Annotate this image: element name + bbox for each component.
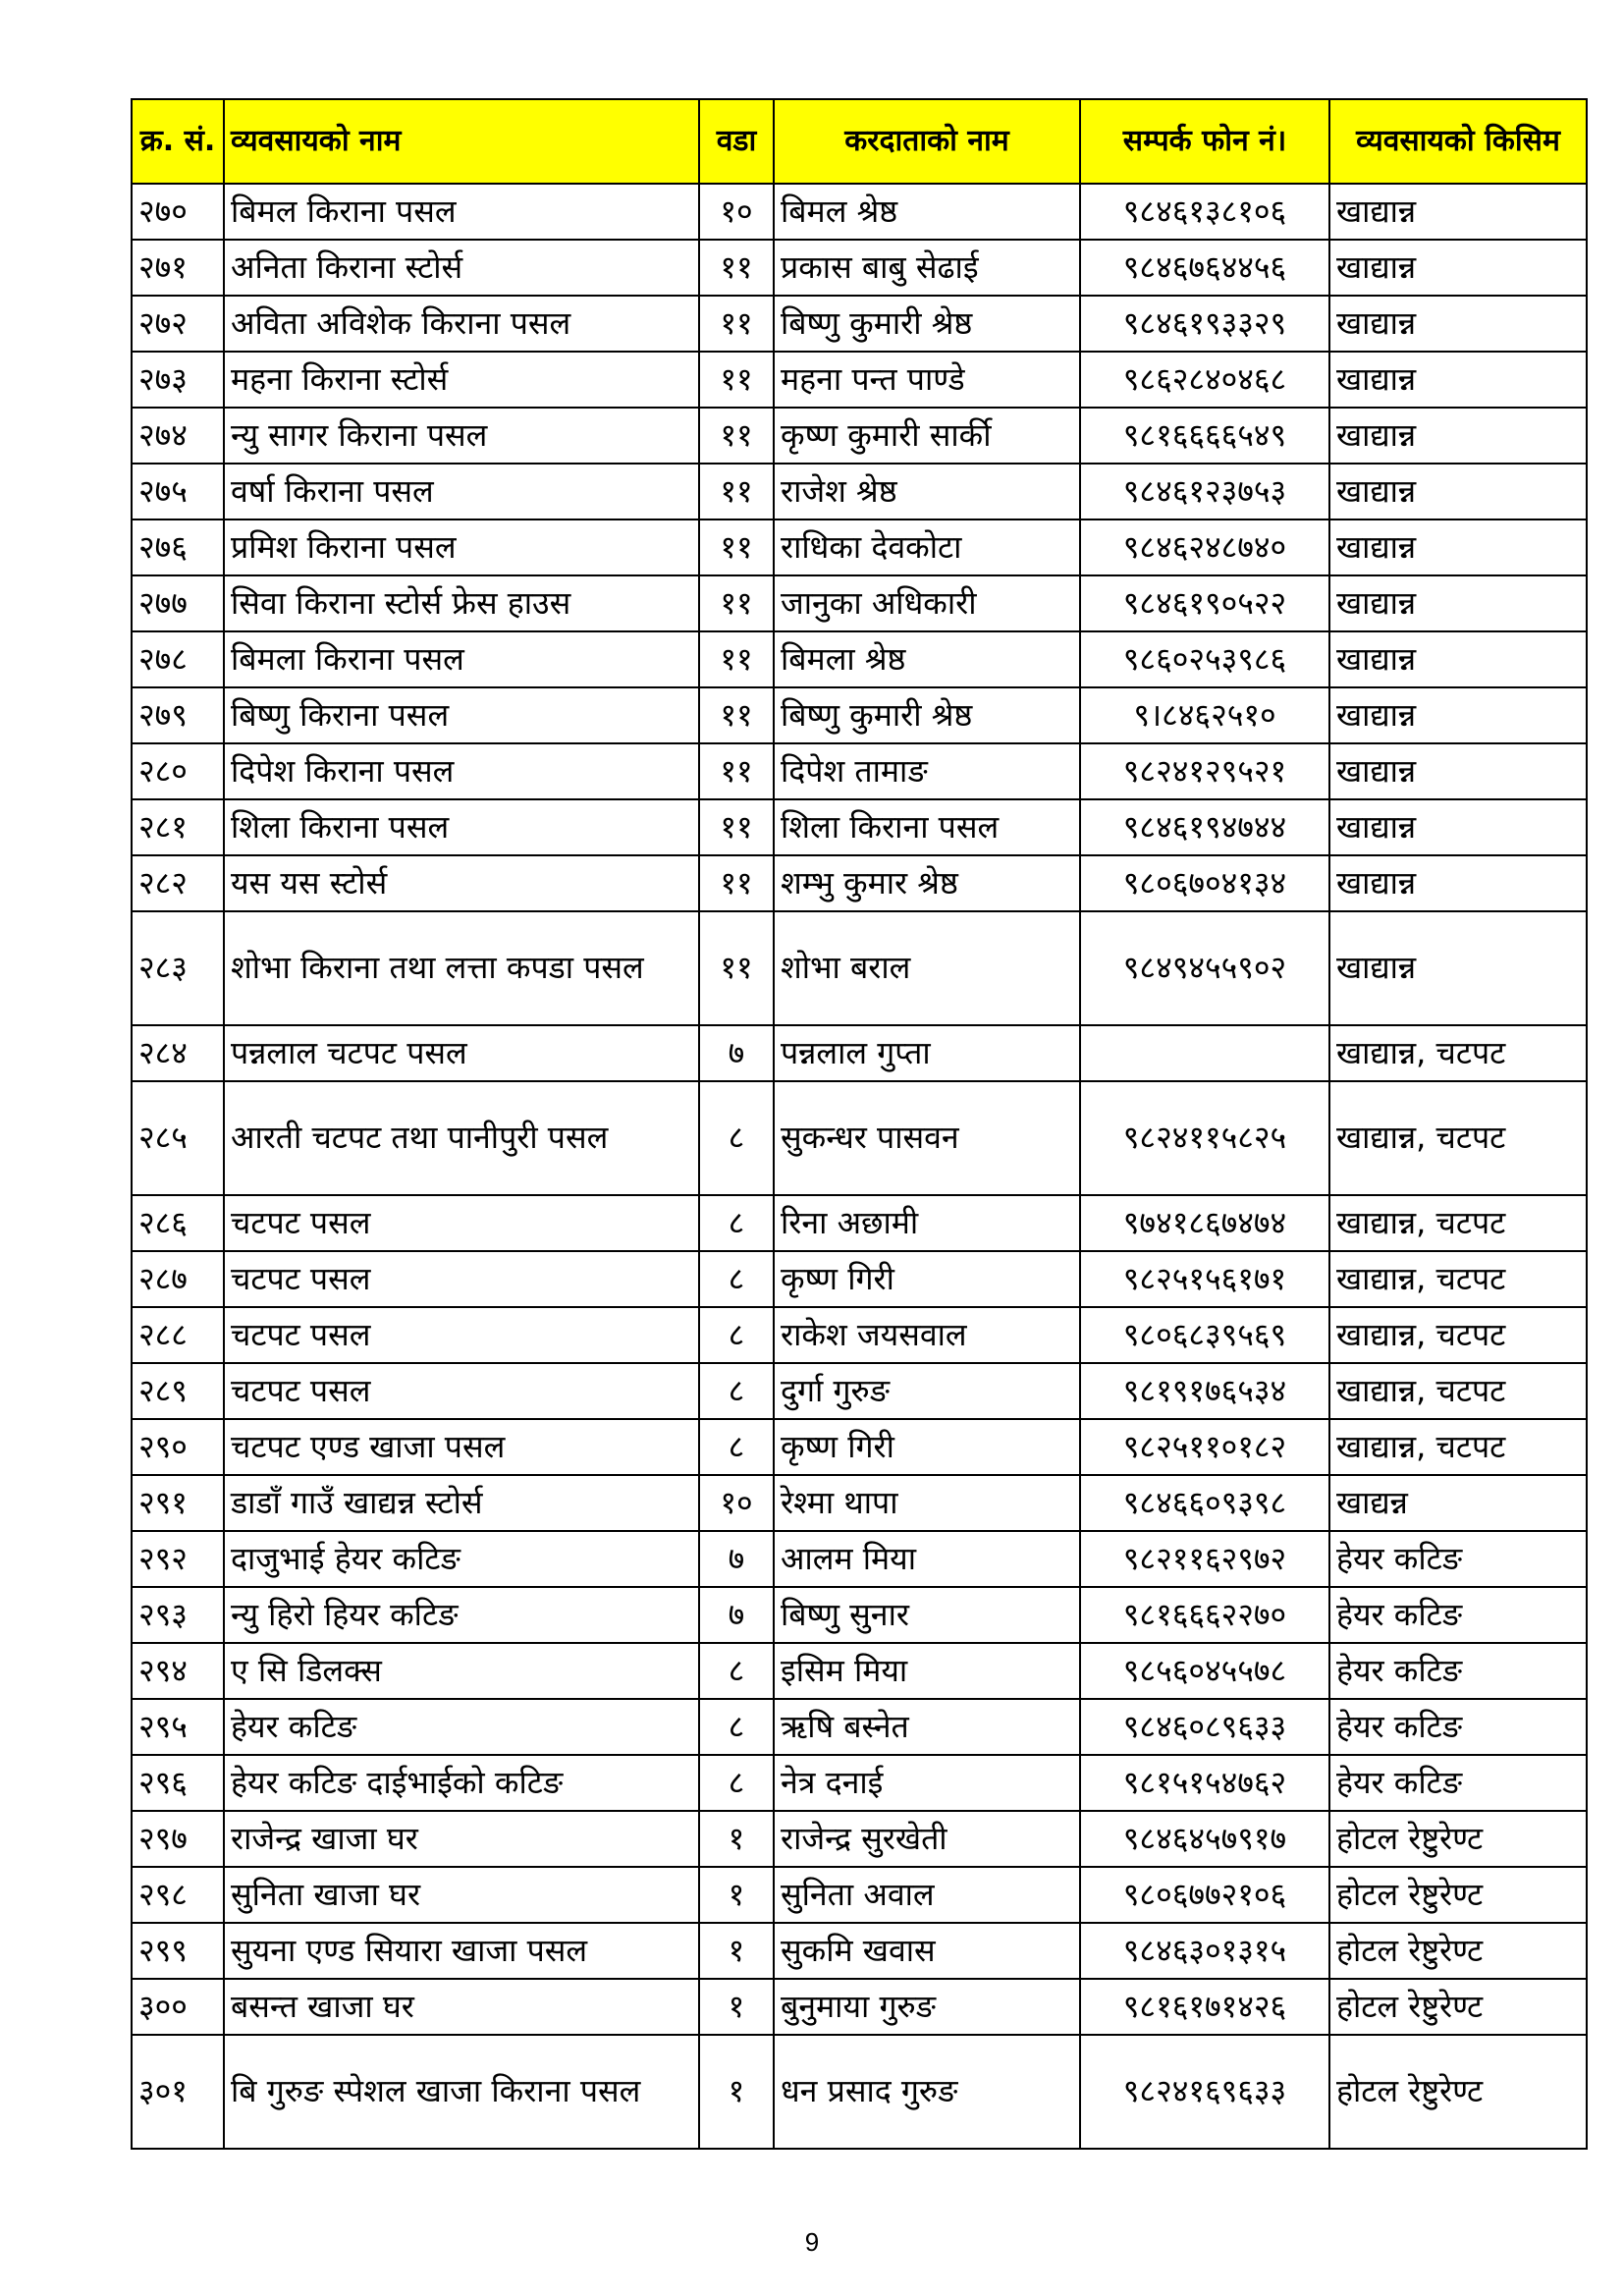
cell-contact-phone: ९।८४६२५१० [1080, 687, 1329, 743]
cell-ward: ८ [699, 1643, 774, 1699]
cell-business-name: बिमल किराना पसल [224, 184, 699, 240]
cell-serial-number: २९८ [132, 1867, 224, 1923]
cell-taxpayer-name: राधिका देवकोटा [774, 519, 1080, 575]
cell-taxpayer-name: ऋषि बस्नेत [774, 1699, 1080, 1755]
cell-business-type: हेयर कटिङ [1329, 1643, 1587, 1699]
cell-business-type: खाद्यान्न [1329, 911, 1587, 1025]
cell-business-name: बिष्णु किराना पसल [224, 687, 699, 743]
cell-business-type: खाद्यान्न [1329, 184, 1587, 240]
table-row [132, 464, 1587, 519]
business-register-table [131, 98, 1588, 2150]
cell-serial-number: २८७ [132, 1251, 224, 1307]
cell-taxpayer-name: बिष्णु सुनार [774, 1587, 1080, 1643]
cell-taxpayer-name: दुर्गा गुरुङ [774, 1363, 1080, 1419]
table-row [132, 1979, 1587, 2035]
cell-contact-phone: ९८४६३०१३१५ [1080, 1923, 1329, 1979]
cell-business-type: खाद्यान्न [1329, 240, 1587, 296]
cell-business-name: आरती चटपट तथा पानीपुरी पसल [224, 1081, 699, 1195]
cell-contact-phone: ९८१६६६६५४९ [1080, 408, 1329, 464]
cell-taxpayer-name: नेत्र दनाई [774, 1755, 1080, 1811]
table-row [132, 352, 1587, 408]
cell-contact-phone: ९८४६१९०५२२ [1080, 575, 1329, 631]
cell-contact-phone: ९८२५१५६१७१ [1080, 1251, 1329, 1307]
cell-ward: ११ [699, 631, 774, 687]
cell-serial-number: २९६ [132, 1755, 224, 1811]
cell-ward: ११ [699, 687, 774, 743]
cell-serial-number: २७९ [132, 687, 224, 743]
cell-ward: ८ [699, 1081, 774, 1195]
cell-ward: ८ [699, 1195, 774, 1251]
cell-business-type: खाद्यान्न [1329, 352, 1587, 408]
cell-business-name: चटपट पसल [224, 1251, 699, 1307]
cell-business-type: हेयर कटिङ [1329, 1699, 1587, 1755]
cell-business-type: खाद्यान्न, चटपट [1329, 1419, 1587, 1475]
cell-taxpayer-name: सुकन्धर पासवन [774, 1081, 1080, 1195]
cell-business-name: राजेन्द्र खाजा घर [224, 1811, 699, 1867]
table-row [132, 1195, 1587, 1251]
cell-ward: ११ [699, 799, 774, 855]
cell-taxpayer-name: कृष्ण गिरी [774, 1251, 1080, 1307]
cell-taxpayer-name: प्रकास बाबु सेढाई [774, 240, 1080, 296]
cell-serial-number: २७७ [132, 575, 224, 631]
cell-ward: ११ [699, 408, 774, 464]
cell-ward: ११ [699, 743, 774, 799]
cell-taxpayer-name: रिना अछामी [774, 1195, 1080, 1251]
cell-ward: ७ [699, 1531, 774, 1587]
cell-contact-phone: ९८२४१६९६३३ [1080, 2035, 1329, 2149]
cell-ward: ११ [699, 352, 774, 408]
cell-taxpayer-name: रेश्मा थापा [774, 1475, 1080, 1531]
cell-ward: १० [699, 1475, 774, 1531]
cell-ward: ११ [699, 519, 774, 575]
table-row [132, 1755, 1587, 1811]
cell-taxpayer-name: बुनुमाया गुरुङ [774, 1979, 1080, 2035]
cell-serial-number: २७० [132, 184, 224, 240]
cell-contact-phone: ९८४६१९३३२९ [1080, 296, 1329, 352]
table-row [132, 1699, 1587, 1755]
table-row [132, 519, 1587, 575]
cell-business-type: खाद्यान्न [1329, 855, 1587, 911]
cell-business-name: शोभा किराना तथा लत्ता कपडा पसल [224, 911, 699, 1025]
cell-business-type: खाद्यान्न [1329, 408, 1587, 464]
cell-contact-phone: ९८४९४५५९०२ [1080, 911, 1329, 1025]
cell-serial-number: २७६ [132, 519, 224, 575]
cell-contact-phone: ९८२४१२९५२१ [1080, 743, 1329, 799]
cell-serial-number: २९५ [132, 1699, 224, 1755]
cell-taxpayer-name: शिला किराना पसल [774, 799, 1080, 855]
cell-contact-phone: ९८६०२५३९८६ [1080, 631, 1329, 687]
table-body [132, 184, 1587, 2149]
cell-contact-phone: ९८६२८४०४६८ [1080, 352, 1329, 408]
table-row [132, 687, 1587, 743]
cell-serial-number: २७८ [132, 631, 224, 687]
table-row [132, 1867, 1587, 1923]
cell-business-name: दाजुभाई हेयर कटिङ [224, 1531, 699, 1587]
table-row [132, 911, 1587, 1025]
cell-business-name: चटपट पसल [224, 1195, 699, 1251]
cell-taxpayer-name: दिपेश तामाङ [774, 743, 1080, 799]
cell-business-type: खाद्यान्न, चटपट [1329, 1025, 1587, 1081]
header-serial-number: क्र. सं. [132, 99, 224, 184]
cell-ward: १ [699, 1811, 774, 1867]
cell-contact-phone: ९८४६६०९३९८ [1080, 1475, 1329, 1531]
cell-serial-number: २८४ [132, 1025, 224, 1081]
cell-serial-number: २८६ [132, 1195, 224, 1251]
cell-contact-phone: ९८१९१७६५३४ [1080, 1363, 1329, 1419]
cell-ward: ८ [699, 1363, 774, 1419]
cell-ward: ११ [699, 575, 774, 631]
cell-business-name: सुनिता खाजा घर [224, 1867, 699, 1923]
cell-business-type: खाद्यान्न, चटपट [1329, 1081, 1587, 1195]
header-taxpayer-name: करदाताको नाम [774, 99, 1080, 184]
cell-business-type: खाद्यान्न [1329, 464, 1587, 519]
cell-business-name: न्यु सागर किराना पसल [224, 408, 699, 464]
cell-business-type: खाद्यान्न [1329, 519, 1587, 575]
cell-business-name: सुयना एण्ड सियारा खाजा पसल [224, 1923, 699, 1979]
cell-taxpayer-name: शोभा बराल [774, 911, 1080, 1025]
header-business-type: व्यवसायको किसिम [1329, 99, 1587, 184]
cell-business-name: चटपट पसल [224, 1363, 699, 1419]
table-row [132, 855, 1587, 911]
cell-ward: १ [699, 2035, 774, 2149]
cell-contact-phone: ९८१६६६२२७० [1080, 1587, 1329, 1643]
cell-taxpayer-name: बिष्णु कुमारी श्रेष्ठ [774, 296, 1080, 352]
cell-taxpayer-name: कृष्ण कुमारी सार्की [774, 408, 1080, 464]
cell-serial-number: २९० [132, 1419, 224, 1475]
cell-business-type: होटल रेष्टुरेण्ट [1329, 2035, 1587, 2149]
cell-serial-number: २७२ [132, 296, 224, 352]
cell-taxpayer-name: शम्भु कुमार श्रेष्ठ [774, 855, 1080, 911]
table-row [132, 240, 1587, 296]
cell-business-name: अविता अविशेक किराना पसल [224, 296, 699, 352]
cell-serial-number: २९१ [132, 1475, 224, 1531]
table-row [132, 1811, 1587, 1867]
table-row [132, 1363, 1587, 1419]
cell-serial-number: २८१ [132, 799, 224, 855]
cell-taxpayer-name: सुनिता अवाल [774, 1867, 1080, 1923]
cell-serial-number: २९२ [132, 1531, 224, 1587]
cell-contact-phone: ९८०६८३९५६९ [1080, 1307, 1329, 1363]
table-row [132, 1081, 1587, 1195]
cell-ward: ८ [699, 1755, 774, 1811]
cell-business-name: यस यस स्टोर्स [224, 855, 699, 911]
cell-contact-phone: ९८४६२४८७४० [1080, 519, 1329, 575]
cell-business-type: खाद्यन्न [1329, 1475, 1587, 1531]
cell-business-type: होटल रेष्टुरेण्ट [1329, 1979, 1587, 2035]
cell-business-name: हेयर कटिङ [224, 1699, 699, 1755]
table-row [132, 1419, 1587, 1475]
cell-ward: ७ [699, 1025, 774, 1081]
cell-taxpayer-name: धन प्रसाद गुरुङ [774, 2035, 1080, 2149]
table-row [132, 408, 1587, 464]
table-row [132, 575, 1587, 631]
table-row [132, 184, 1587, 240]
cell-business-name: शिला किराना पसल [224, 799, 699, 855]
cell-contact-phone: ९८४६०८९६३३ [1080, 1699, 1329, 1755]
cell-taxpayer-name: राजेश श्रेष्ठ [774, 464, 1080, 519]
cell-business-type: खाद्यान्न [1329, 743, 1587, 799]
header-business-name: व्यवसायको नाम [224, 99, 699, 184]
table-row [132, 1307, 1587, 1363]
cell-contact-phone: ९८२११६२९७२ [1080, 1531, 1329, 1587]
cell-business-type: खाद्यान्न, चटपट [1329, 1307, 1587, 1363]
cell-contact-phone: ९८२५११०१८२ [1080, 1419, 1329, 1475]
table-row [132, 1923, 1587, 1979]
cell-contact-phone: ९८१६१७१४२६ [1080, 1979, 1329, 2035]
cell-contact-phone: ९८४६७६४४५६ [1080, 240, 1329, 296]
cell-serial-number: २९९ [132, 1923, 224, 1979]
table-row [132, 1475, 1587, 1531]
cell-business-name: ए सि डिलक्स [224, 1643, 699, 1699]
table-header-row [132, 99, 1587, 184]
cell-taxpayer-name: बिमल श्रेष्ठ [774, 184, 1080, 240]
table-row [132, 1643, 1587, 1699]
cell-taxpayer-name: राकेश जयसवाल [774, 1307, 1080, 1363]
cell-business-type: खाद्यान्न [1329, 687, 1587, 743]
cell-business-type: खाद्यान्न [1329, 799, 1587, 855]
table-row [132, 296, 1587, 352]
table-row [132, 1025, 1587, 1081]
cell-ward: ८ [699, 1699, 774, 1755]
cell-business-name: पन्नलाल चटपट पसल [224, 1025, 699, 1081]
cell-ward: १ [699, 1923, 774, 1979]
cell-business-name: महना किराना स्टोर्स [224, 352, 699, 408]
cell-business-name: बिमला किराना पसल [224, 631, 699, 687]
cell-business-name: दिपेश किराना पसल [224, 743, 699, 799]
cell-business-type: खाद्यान्न [1329, 631, 1587, 687]
cell-ward: ८ [699, 1251, 774, 1307]
cell-taxpayer-name: सुकमि खवास [774, 1923, 1080, 1979]
cell-taxpayer-name: बिष्णु कुमारी श्रेष्ठ [774, 687, 1080, 743]
cell-serial-number: २८५ [132, 1081, 224, 1195]
cell-business-type: हेयर कटिङ [1329, 1755, 1587, 1811]
cell-business-type: होटल रेष्टुरेण्ट [1329, 1923, 1587, 1979]
cell-serial-number: २९४ [132, 1643, 224, 1699]
table-row [132, 631, 1587, 687]
cell-business-name: डाडाँ गाउँ खाद्यन्न स्टोर्स [224, 1475, 699, 1531]
cell-business-name: हेयर कटिङ दाईभाईको कटिङ [224, 1755, 699, 1811]
cell-contact-phone: ९८४६१९४७४४ [1080, 799, 1329, 855]
cell-business-name: वर्षा किराना पसल [224, 464, 699, 519]
cell-contact-phone: ९८४६४५७९१७ [1080, 1811, 1329, 1867]
cell-business-name: अनिता किराना स्टोर्स [224, 240, 699, 296]
cell-taxpayer-name: आलम मिया [774, 1531, 1080, 1587]
cell-serial-number: ३०० [132, 1979, 224, 2035]
table-row [132, 2035, 1587, 2149]
cell-contact-phone: ९७४१८६७४७४ [1080, 1195, 1329, 1251]
cell-serial-number: २८८ [132, 1307, 224, 1363]
cell-ward: ७ [699, 1587, 774, 1643]
cell-ward: ११ [699, 911, 774, 1025]
cell-contact-phone: ९८०६७०४१३४ [1080, 855, 1329, 911]
cell-serial-number: २९३ [132, 1587, 224, 1643]
cell-business-name: प्रमिश किराना पसल [224, 519, 699, 575]
cell-business-type: खाद्यान्न, चटपट [1329, 1251, 1587, 1307]
cell-business-type: हेयर कटिङ [1329, 1531, 1587, 1587]
cell-taxpayer-name: महना पन्त पाण्डे [774, 352, 1080, 408]
cell-contact-phone: ९८१५१५४७६२ [1080, 1755, 1329, 1811]
cell-business-type: खाद्यान्न, चटपट [1329, 1363, 1587, 1419]
cell-taxpayer-name: बिमला श्रेष्ठ [774, 631, 1080, 687]
cell-business-name: न्यु हिरो हियर कटिङ [224, 1587, 699, 1643]
cell-contact-phone: ९८५६०४५५७८ [1080, 1643, 1329, 1699]
cell-taxpayer-name: राजेन्द्र सुरखेती [774, 1811, 1080, 1867]
cell-contact-phone: ९८२४११५८२५ [1080, 1081, 1329, 1195]
cell-business-type: होटल रेष्टुरेण्ट [1329, 1867, 1587, 1923]
cell-ward: ११ [699, 240, 774, 296]
cell-ward: ११ [699, 464, 774, 519]
cell-taxpayer-name: इसिम मिया [774, 1643, 1080, 1699]
cell-contact-phone: ९८४६१३८१०६ [1080, 184, 1329, 240]
cell-business-type: खाद्यान्न [1329, 296, 1587, 352]
cell-contact-phone: ९८०६७७२१०६ [1080, 1867, 1329, 1923]
cell-taxpayer-name: कृष्ण गिरी [774, 1419, 1080, 1475]
header-contact-phone: सम्पर्क फोन नं। [1080, 99, 1329, 184]
cell-ward: १ [699, 1867, 774, 1923]
cell-business-name: चटपट एण्ड खाजा पसल [224, 1419, 699, 1475]
header-ward: वडा [699, 99, 774, 184]
cell-serial-number: २८० [132, 743, 224, 799]
cell-contact-phone: ९८४६१२३७५३ [1080, 464, 1329, 519]
cell-serial-number: २७५ [132, 464, 224, 519]
cell-serial-number: २८३ [132, 911, 224, 1025]
cell-business-name: सिवा किराना स्टोर्स फ्रेस हाउस [224, 575, 699, 631]
cell-serial-number: २९७ [132, 1811, 224, 1867]
table-row [132, 799, 1587, 855]
cell-serial-number: २८९ [132, 1363, 224, 1419]
table-row [132, 1251, 1587, 1307]
cell-serial-number: २७४ [132, 408, 224, 464]
cell-business-type: होटल रेष्टुरेण्ट [1329, 1811, 1587, 1867]
cell-business-name: बसन्त खाजा घर [224, 1979, 699, 2035]
table-row [132, 1531, 1587, 1587]
cell-ward: ८ [699, 1307, 774, 1363]
cell-serial-number: २७३ [132, 352, 224, 408]
table-row [132, 1587, 1587, 1643]
cell-business-type: खाद्यान्न, चटपट [1329, 1195, 1587, 1251]
cell-serial-number: ३०१ [132, 2035, 224, 2149]
cell-business-type: खाद्यान्न [1329, 575, 1587, 631]
cell-taxpayer-name: पन्नलाल गुप्ता [774, 1025, 1080, 1081]
page-number: 9 [804, 2227, 820, 2257]
cell-ward: ११ [699, 296, 774, 352]
cell-business-name: बि गुरुङ स्पेशल खाजा किराना पसल [224, 2035, 699, 2149]
cell-ward: ११ [699, 855, 774, 911]
cell-business-name: चटपट पसल [224, 1307, 699, 1363]
cell-serial-number: २८२ [132, 855, 224, 911]
cell-taxpayer-name: जानुका अधिकारी [774, 575, 1080, 631]
table-row [132, 743, 1587, 799]
cell-ward: १ [699, 1979, 774, 2035]
cell-ward: १० [699, 184, 774, 240]
cell-contact-phone [1080, 1025, 1329, 1081]
cell-serial-number: २७१ [132, 240, 224, 296]
cell-business-type: हेयर कटिङ [1329, 1587, 1587, 1643]
cell-ward: ८ [699, 1419, 774, 1475]
